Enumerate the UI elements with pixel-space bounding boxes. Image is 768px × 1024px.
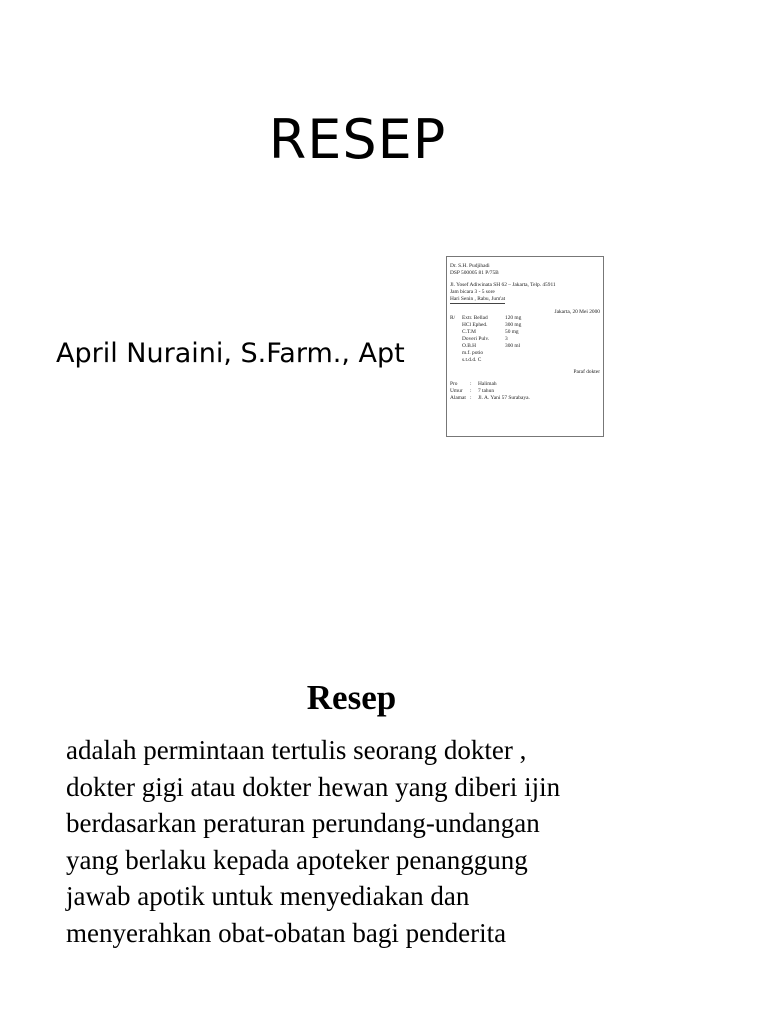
rx-address: Jl. Yosef Adiwinata SH 62 – Jakarta, Telp. 45911 <box>450 281 556 288</box>
rx-item: C.T.M 50 mg <box>462 329 519 336</box>
definition-heading: Resep <box>306 678 397 717</box>
author-name: April Nuraini, S.Farm., Apt <box>56 338 405 369</box>
slide-definition <box>0 660 768 1024</box>
rx-doctor-name: Dr. S.H. Pudjihadi <box>450 263 490 269</box>
rx-item: O.B.H 300 ml <box>462 343 521 350</box>
rx-signature: Paraf dokter <box>573 368 600 375</box>
paragraph-line: yang berlaku kepada apoteker penanggung <box>66 844 528 875</box>
rx-patient-row: Alamat : Jl. A. Yani 57 Surabaya. <box>450 394 530 401</box>
slide-title-heading: RESEP <box>268 108 447 171</box>
rx-days: Hari Senin , Rabu, Jum'at <box>450 295 506 302</box>
rx-patient-row: Umur : 7 tahun <box>450 387 495 394</box>
prescription-image <box>446 256 604 437</box>
definition-paragraph <box>66 732 666 951</box>
rx-place-date: Jakarta, 20 Mei 2000 <box>554 308 600 315</box>
rx-item: HCl Ephed. 300 mg <box>462 322 522 329</box>
rx-license: DSP 500005 81 P/75B <box>450 269 499 276</box>
rx-item: s.t.d.d. C <box>462 356 482 363</box>
paragraph-line: adalah permintaan tertulis seorang dokter , <box>66 735 527 765</box>
paragraph-line: dokter gigi atau dokter hewan yang diberi ijin <box>66 771 561 802</box>
rx-items <box>450 315 600 363</box>
rx-item: R/ Extr. Bellad 120 mg <box>450 315 522 322</box>
rx-hours: Jam bicara 3 - 5 sore <box>450 288 495 295</box>
rx-item: Doveri Pulv. 3 <box>462 336 508 343</box>
rx-item: m.f. potio <box>462 349 484 356</box>
paragraph-line: jawab apotik untuk menyediakan dan <box>66 881 470 911</box>
paragraph-line: berdasarkan peraturan perundang-undangan <box>66 808 540 838</box>
paragraph-line: menyerahkan obat-obatan bagi penderita <box>66 917 507 948</box>
rx-patient-row: Pro : Halimah <box>450 380 497 387</box>
